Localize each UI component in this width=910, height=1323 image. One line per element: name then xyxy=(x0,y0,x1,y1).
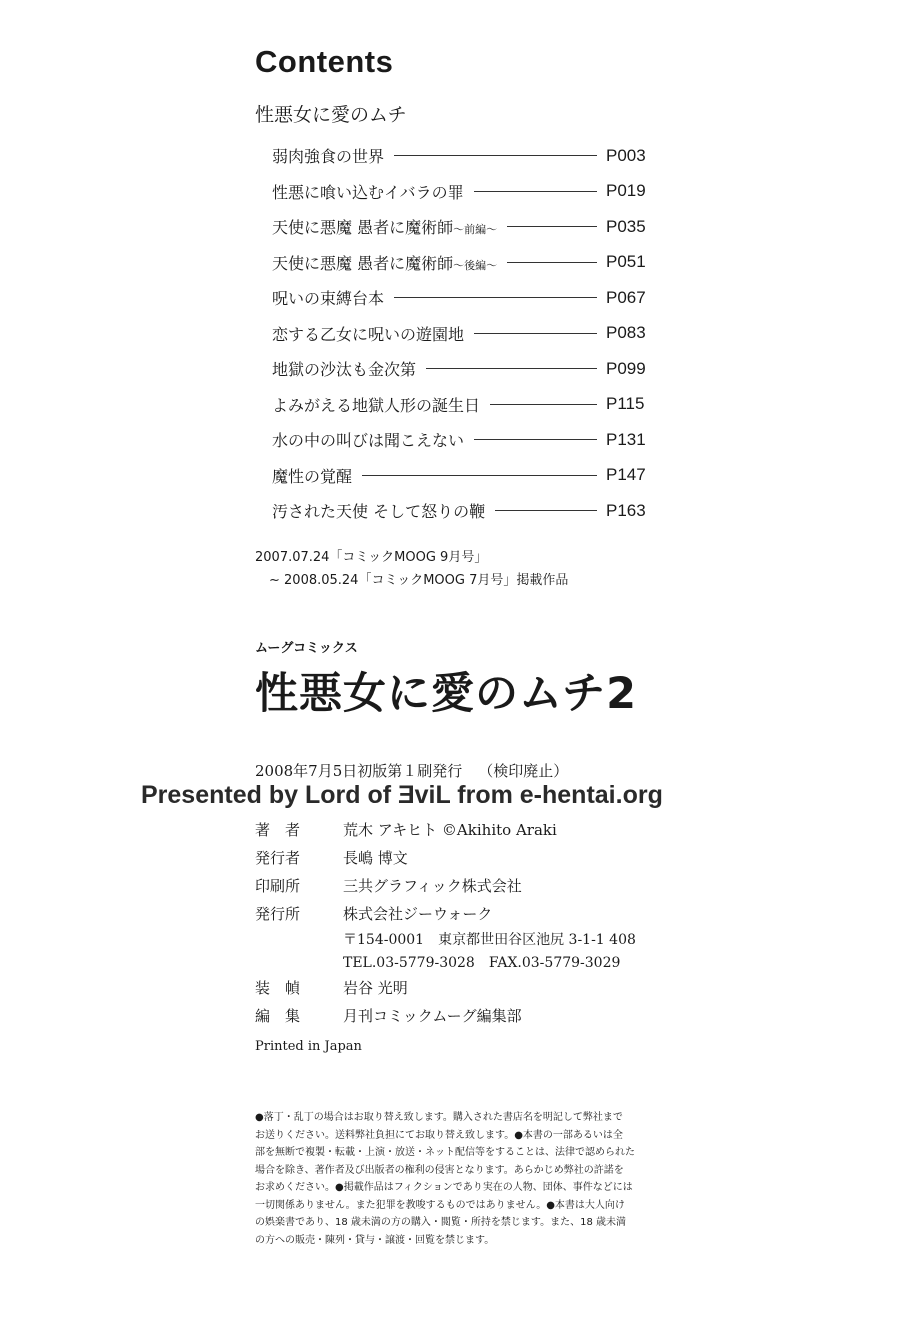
colophon-label: 著 者 xyxy=(255,820,301,839)
toc-title: 性悪に喰い込むイバラの罪 xyxy=(272,182,464,202)
toc-entry xyxy=(272,387,652,423)
notice-line: 一切関係ありません。また犯罪を教唆するものではありません。●本書は大人向け xyxy=(255,1199,625,1211)
toc-title: 弱肉強食の世界 xyxy=(272,147,385,167)
toc-entry xyxy=(272,209,652,245)
toc-entry xyxy=(272,245,652,281)
leader-line xyxy=(474,333,597,334)
toc-title: 汚された天使 そして怒りの鞭 xyxy=(272,502,486,522)
toc-page: P019 xyxy=(606,181,646,201)
colophon-value: 岩谷 光明 xyxy=(343,978,408,997)
notice-line: の娯楽書であり、18 歳未満の方の購入・閲覧・所持を禁じます。また、18 歳未満 xyxy=(255,1217,627,1228)
table-of-contents xyxy=(272,138,652,529)
colophon-value: 月刊コミックムーグ編集部 xyxy=(343,1006,522,1025)
notice-line: 場合を除き、著作者及び出版者の権利の侵害となります。あらかじめ弊社の許諾を xyxy=(255,1164,624,1176)
toc-page: P131 xyxy=(606,429,646,449)
toc-title-suffix: ～後編～ xyxy=(453,258,498,272)
toc-page: P051 xyxy=(606,252,646,272)
toc-entry xyxy=(272,422,652,458)
toc-page: P083 xyxy=(606,323,646,343)
toc-entry xyxy=(272,458,652,494)
edition-line xyxy=(255,760,568,781)
toc-page: P003 xyxy=(606,145,646,165)
printed-in: Printed in Japan xyxy=(255,1039,362,1054)
toc-entry xyxy=(272,280,652,316)
colophon-row xyxy=(255,973,636,1001)
contents-heading: Contents xyxy=(255,44,394,79)
address-line: 〒154-0001 東京都世田谷区池尻 3-1-1 408 xyxy=(343,931,636,948)
toc-entry xyxy=(272,493,652,529)
toc-page: P099 xyxy=(606,358,646,378)
colophon xyxy=(255,815,636,1029)
toc-title: 魔性の覚醒 xyxy=(272,466,353,486)
colophon-value: 長嶋 博文 xyxy=(343,848,408,867)
leader-line xyxy=(474,439,597,440)
legal-notice xyxy=(255,1109,665,1249)
colophon-label: 印刷所 xyxy=(255,876,301,895)
edition-text: 2008年7月5日初版第１刷発行 xyxy=(255,762,463,780)
edition-stamp: （検印廃止） xyxy=(478,762,569,780)
notice-line: お送りください。送料弊社負担にてお取り替え致します。●本書の一部あるいは全 xyxy=(255,1129,623,1141)
watermark: Presented by Lord of ƎviL from e-hentai.org xyxy=(141,781,663,809)
toc-entry xyxy=(272,174,652,210)
toc-title-text: 天使に悪魔 愚者に魔術師 xyxy=(272,218,454,238)
colophon-row xyxy=(255,871,636,899)
leader-line xyxy=(394,297,597,298)
leader-line xyxy=(507,262,597,263)
colophon-row xyxy=(255,1001,636,1029)
leader-line xyxy=(426,368,597,369)
toc-page: P163 xyxy=(606,500,646,520)
imprint-label: ムーグコミックス xyxy=(255,641,358,656)
colophon-row xyxy=(255,815,636,843)
colophon-label: 発行者 xyxy=(255,848,301,867)
address-row xyxy=(255,950,636,973)
toc-page: P147 xyxy=(606,465,646,485)
leader-line xyxy=(362,475,597,476)
leader-line xyxy=(495,510,597,511)
toc-title xyxy=(272,251,497,274)
toc-title: よみがえる地獄人形の誕生日 xyxy=(272,395,481,415)
toc-page: P115 xyxy=(606,394,645,414)
address-row xyxy=(255,927,636,950)
colophon-value: 荒木 アキヒト ©Akihito Araki xyxy=(343,820,557,839)
notice-line: お求めください。●掲載作品はフィクションであり実在の人物、団体、事件などには xyxy=(255,1182,633,1193)
colophon-value: 株式会社ジーウォーク xyxy=(343,904,493,923)
toc-title-text: 天使に悪魔 愚者に魔術師 xyxy=(272,253,454,273)
toc-title: 恋する乙女に呪いの遊園地 xyxy=(272,324,465,344)
notice-line: ●落丁・乱丁の場合はお取り替え致します。購入された書店名を明記して弊社まで xyxy=(255,1112,623,1123)
notice-line: 部を無断で複製・転載・上演・放送・ネット配信等をすることは、法律で認められた xyxy=(255,1147,635,1158)
colophon-row xyxy=(255,843,636,871)
leader-line xyxy=(507,226,597,227)
address-line: TEL.03-5779-3028 FAX.03-5779-3029 xyxy=(343,954,621,971)
toc-entry xyxy=(272,138,652,174)
leader-line xyxy=(474,191,597,192)
notice-line: の方への販売・陳列・貸与・譲渡・回覧を禁じます。 xyxy=(255,1234,495,1246)
leader-line xyxy=(490,404,597,405)
toc-title: 呪いの束縛台本 xyxy=(272,289,385,309)
colophon-label: 発行所 xyxy=(255,904,301,923)
colophon-row xyxy=(255,899,636,927)
book-title: 性悪女に愛のムチ xyxy=(255,104,407,126)
publication-info xyxy=(255,546,568,592)
colophon-label: 装 幀 xyxy=(255,978,301,997)
toc-title-suffix: ～前編～ xyxy=(453,223,498,237)
toc-title xyxy=(272,215,497,238)
publication-line: 2007.07.24「コミックMOOG 9月号」 xyxy=(255,550,488,565)
toc-entry xyxy=(272,351,652,387)
leader-line xyxy=(394,155,597,156)
colophon-value: 三共グラフィック株式会社 xyxy=(343,876,522,895)
toc-page: P035 xyxy=(606,216,646,236)
toc-page: P067 xyxy=(606,287,646,307)
toc-title: 水の中の叫びは聞こえない xyxy=(272,431,465,451)
publication-line: ~ 2008.05.24「コミックMOOG 7月号」掲載作品 xyxy=(269,573,569,588)
big-title: 性悪女に愛のムチ2 xyxy=(255,669,638,719)
colophon-label: 編 集 xyxy=(255,1006,301,1025)
toc-title: 地獄の沙汰も金次第 xyxy=(272,360,417,380)
toc-entry xyxy=(272,316,652,352)
